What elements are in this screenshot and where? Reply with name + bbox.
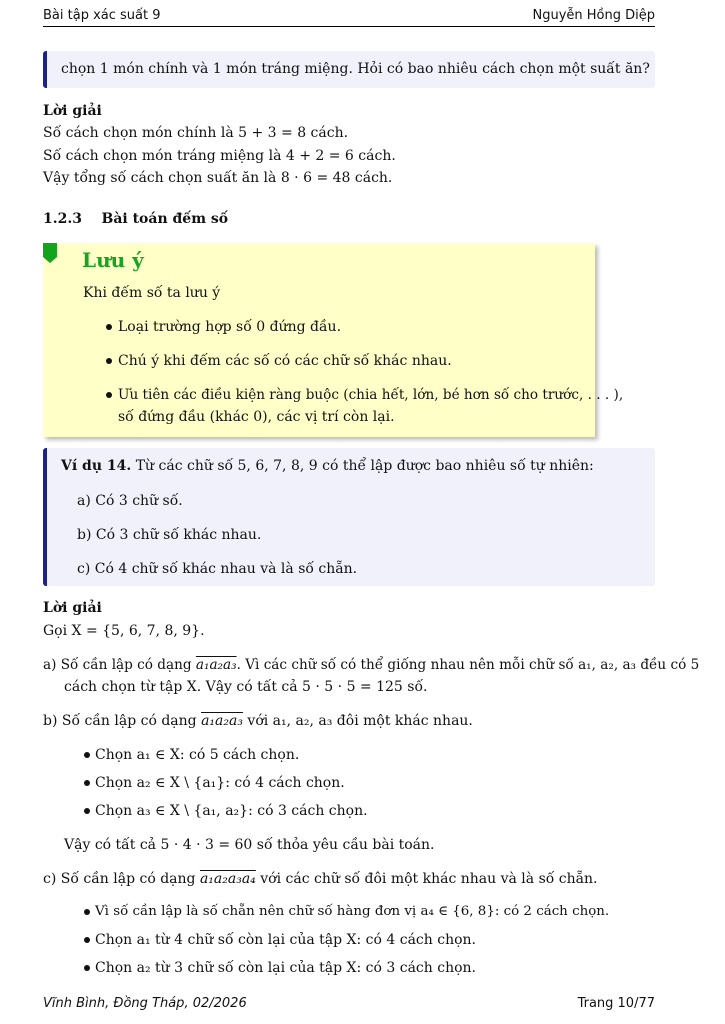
bullet-icon — [106, 358, 112, 364]
part-c-prefix: c) Số cần lập có dạng — [43, 871, 200, 887]
example-label: Ví dụ 14. — [61, 458, 132, 474]
solution-heading: Lời giải — [43, 103, 102, 119]
bullet-icon — [84, 780, 90, 786]
part-b-item: Chọn a₁ ∈ X: có 5 cách chọn. — [95, 747, 300, 763]
example-text: Từ các chữ số 5, 6, 7, 8, 9 có thể lập được bao nhiêu số tự nhiên: — [135, 458, 594, 474]
bullet-icon — [84, 752, 90, 758]
example-part-b: b) Có 3 chữ số khác nhau. — [77, 527, 262, 543]
header-author: Nguyễn Hồng Diệp — [532, 8, 655, 23]
bullet-icon — [84, 808, 90, 814]
part-b-conclusion: Vậy có tất cả 5 · 4 · 3 = 60 số thỏa yêu cầu bài toán. — [64, 837, 435, 853]
footer-page-number: Trang 10/77 — [577, 996, 655, 1011]
page-header — [43, 6, 655, 27]
part-b-text: với a₁, a₂, a₃ đôi một khác nhau. — [242, 713, 473, 729]
part-b-item: Chọn a₃ ∈ X \ {a₁, a₂}: có 3 cách chọn. — [95, 803, 368, 819]
part-c-item: Chọn a₂ từ 3 chữ số còn lại của tập X: có 3 cách chọn. — [95, 960, 476, 976]
note-item: Loại trường hợp số 0 đứng đầu. — [118, 319, 342, 335]
solution-line: Vậy tổng số cách chọn suất ăn là 8 · 6 = 48 cách. — [43, 170, 393, 186]
solution-part-a-line2: cách chọn từ tập X. Vậy có tất cả 5 · 5 · 5 = 125 số. — [64, 679, 428, 695]
note-title: Lưu ý — [82, 248, 144, 272]
part-b-item: Chọn a₂ ∈ X \ {a₁}: có 4 cách chọn. — [95, 775, 345, 791]
part-c-item: Chọn a₁ từ 4 chữ số còn lại của tập X: có 4 cách chọn. — [95, 932, 476, 948]
number-form: a₁a₂a₃a₄ — [199, 871, 256, 887]
solution-line: Số cách chọn món tráng miệng là 4 + 2 = 6 cách. — [43, 148, 396, 164]
bullet-icon — [84, 909, 90, 915]
section-heading — [43, 211, 228, 227]
header-title: Bài tập xác suất 9 — [43, 8, 161, 23]
part-a-prefix: a) Số cần lập có dạng — [43, 657, 196, 673]
section-number: 1.2.3 — [43, 211, 82, 227]
solution-part-a — [43, 657, 699, 673]
note-item: Ưu tiên các điều kiện ràng buộc (chia hết, lớn, bé hơn số cho trước, . . . ), — [118, 387, 624, 403]
example-box — [43, 448, 655, 586]
bullet-icon — [106, 324, 112, 330]
solution-part-b — [43, 713, 473, 729]
example-part-a: a) Có 3 chữ số. — [77, 493, 183, 509]
bullet-icon — [84, 937, 90, 943]
section-title: Bài toán đếm số — [101, 211, 229, 227]
note-item: Chú ý khi đếm các số có các chữ số khác nhau. — [118, 353, 452, 369]
part-c-text: với các chữ số đôi một khác nhau và là số chẵn. — [255, 871, 598, 887]
note-item-continued: số đứng đầu (khác 0), các vị trí còn lại. — [118, 409, 395, 425]
example-statement — [61, 458, 594, 474]
problem-continuation-box — [43, 51, 655, 88]
bookmark-icon — [43, 243, 57, 263]
solution-part-c — [43, 871, 597, 887]
solution-heading: Lời giải — [43, 600, 102, 616]
note-intro: Khi đếm số ta lưu ý — [83, 285, 221, 301]
part-c-item: Vì số cần lập là số chẵn nên chữ số hàng đơn vị a₄ ∈ {6, 8}: có 2 cách chọn. — [95, 904, 610, 919]
solution-line: Số cách chọn món chính là 5 + 3 = 8 cách. — [43, 125, 349, 141]
bullet-icon — [84, 965, 90, 971]
number-form: a₁a₂a₃ — [195, 657, 237, 673]
problem-continuation-text: chọn 1 món chính và 1 món tráng miệng. Hỏi có bao nhiêu cách chọn một suất ăn? — [61, 61, 650, 77]
number-form: a₁a₂a₃ — [201, 713, 243, 729]
footer-location: Vĩnh Bình, Đồng Tháp, 02/2026 — [43, 996, 247, 1011]
part-b-prefix: b) Số cần lập có dạng — [43, 713, 202, 729]
solution-set: Gọi X = {5, 6, 7, 8, 9}. — [43, 623, 205, 639]
part-a-text: . Vì các chữ số có thể giống nhau nên mỗi chữ số a₁, a₂, a₃ đều có 5 — [236, 657, 700, 673]
example-part-c: c) Có 4 chữ số khác nhau và là số chẵn. — [77, 561, 358, 577]
note-box — [43, 243, 624, 437]
bullet-icon — [106, 392, 112, 398]
